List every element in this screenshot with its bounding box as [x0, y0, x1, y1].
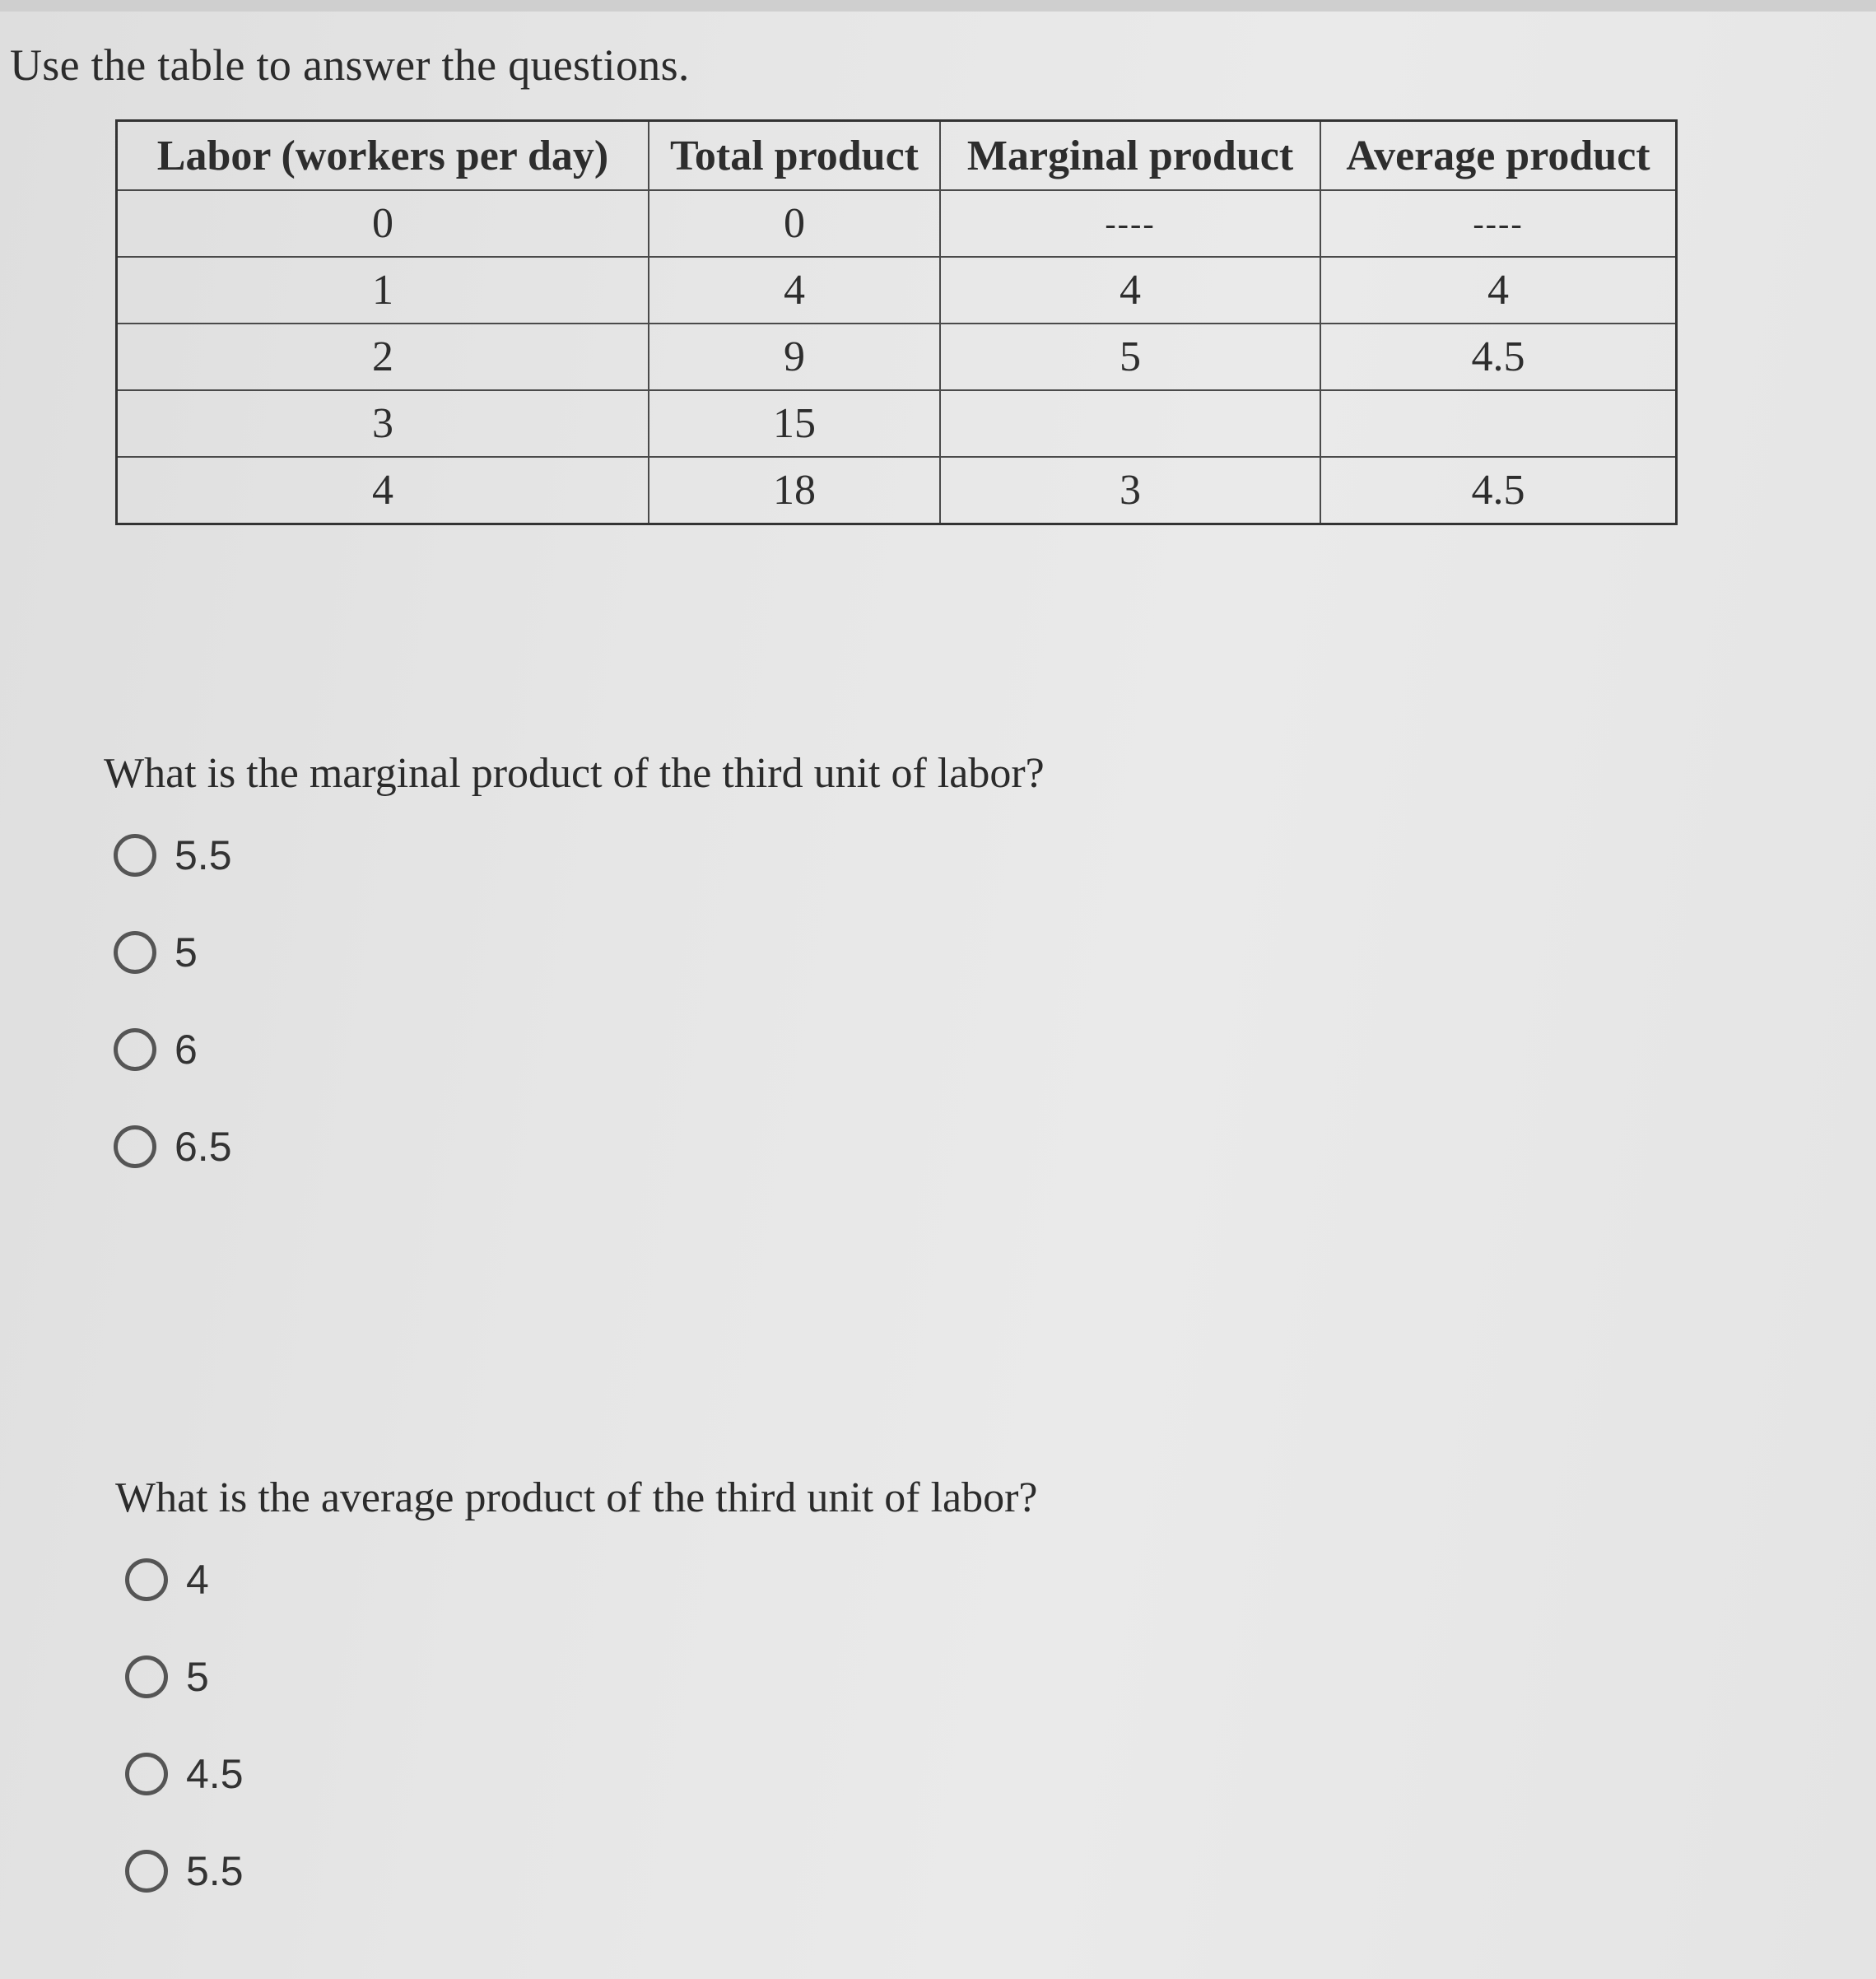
- cell-labor: 1: [117, 257, 649, 324]
- cell-average-product: 4: [1320, 257, 1677, 324]
- cell-labor: 2: [117, 324, 649, 390]
- header-total-product: Total product: [649, 121, 940, 191]
- radio-button[interactable]: [114, 931, 156, 974]
- option-q2-3[interactable]: [125, 1725, 244, 1823]
- radio-button[interactable]: [114, 1125, 156, 1168]
- cell-labor: 4: [117, 457, 649, 524]
- cell-total-product: 4: [649, 257, 940, 324]
- radio-button[interactable]: [114, 834, 156, 877]
- cell-total-product: 0: [649, 190, 940, 257]
- radio-button[interactable]: [125, 1655, 168, 1698]
- options-average-product: [125, 1531, 244, 1920]
- cell-total-product: 15: [649, 390, 940, 457]
- cell-marginal-product: 5: [940, 324, 1320, 390]
- option-q2-2[interactable]: [125, 1628, 244, 1725]
- option-label: 6: [175, 1027, 198, 1073]
- option-label: 5.5: [186, 1848, 244, 1894]
- option-q2-1[interactable]: [125, 1531, 244, 1628]
- radio-button[interactable]: [125, 1850, 168, 1893]
- cell-average-product: [1320, 390, 1677, 457]
- cell-labor: 0: [117, 190, 649, 257]
- header-average-product: Average product: [1320, 121, 1677, 191]
- option-label: 5: [175, 929, 198, 976]
- cell-labor: 3: [117, 390, 649, 457]
- cell-average-product: 4.5: [1320, 324, 1677, 390]
- cell-total-product: 9: [649, 324, 940, 390]
- option-label: 4: [186, 1557, 209, 1603]
- options-marginal-product: [114, 807, 232, 1195]
- radio-button[interactable]: [125, 1753, 168, 1795]
- top-edge: [0, 0, 1876, 12]
- table-row: [117, 324, 1677, 390]
- instructions-text: Use the table to answer the questions.: [10, 40, 690, 90]
- cell-total-product: 18: [649, 457, 940, 524]
- option-label: 6.5: [175, 1124, 232, 1170]
- option-q1-1[interactable]: [114, 807, 232, 904]
- table-row: [117, 390, 1677, 457]
- header-marginal-product: Marginal product: [940, 121, 1320, 191]
- cell-average-product: ----: [1320, 190, 1677, 257]
- option-q1-4[interactable]: [114, 1098, 232, 1195]
- option-label: 5: [186, 1654, 209, 1700]
- cell-marginal-product: [940, 390, 1320, 457]
- option-q2-4[interactable]: [125, 1823, 244, 1920]
- question-average-product: What is the average product of the third unit of labor?: [115, 1474, 1038, 1521]
- table-row: [117, 257, 1677, 324]
- option-label: 4.5: [186, 1751, 244, 1797]
- header-labor: Labor (workers per day): [117, 121, 649, 191]
- table-row: [117, 190, 1677, 257]
- table-row: [117, 457, 1677, 524]
- option-q1-2[interactable]: [114, 904, 232, 1001]
- question-marginal-product: What is the marginal product of the third unit of labor?: [104, 750, 1045, 797]
- option-q1-3[interactable]: [114, 1001, 232, 1098]
- cell-average-product: 4.5: [1320, 457, 1677, 524]
- cell-marginal-product: 4: [940, 257, 1320, 324]
- production-table: [115, 119, 1678, 525]
- cell-marginal-product: 3: [940, 457, 1320, 524]
- radio-button[interactable]: [114, 1028, 156, 1071]
- radio-button[interactable]: [125, 1558, 168, 1601]
- cell-marginal-product: ----: [940, 190, 1320, 257]
- option-label: 5.5: [175, 832, 232, 878]
- table-header-row: [117, 121, 1677, 191]
